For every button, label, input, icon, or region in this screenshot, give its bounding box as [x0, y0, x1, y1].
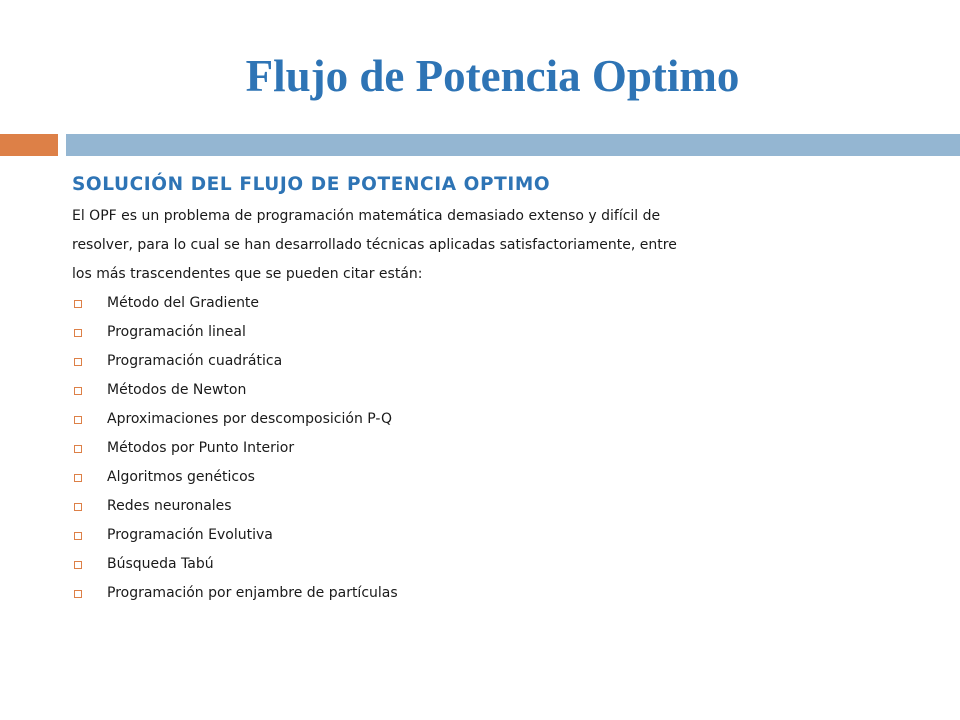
list-item-label: Aproximaciones por descomposición P-Q: [107, 411, 393, 427]
list-item: [72, 347, 932, 376]
intro-paragraph: [72, 202, 932, 289]
accent-bar-right: [66, 134, 960, 156]
list-item-label: Programación lineal: [107, 324, 246, 340]
square-bullet-icon: [74, 329, 82, 337]
square-bullet-icon: [74, 590, 82, 598]
square-bullet-icon: [74, 300, 82, 308]
list-item-label: Programación Evolutiva: [107, 527, 273, 543]
slide-title: Flujo de Potencia Optimo: [245, 51, 740, 101]
list-item-label: Métodos de Newton: [107, 382, 247, 398]
square-bullet-icon: [74, 416, 82, 424]
list-item: [72, 376, 932, 405]
square-bullet-icon: [74, 445, 82, 453]
methods-list: [72, 289, 932, 608]
square-bullet-icon: [74, 561, 82, 569]
list-item: [72, 405, 932, 434]
list-item-label: Programación cuadrática: [107, 353, 283, 369]
list-item: [72, 550, 932, 579]
square-bullet-icon: [74, 474, 82, 482]
intro-line: los más trascendentes que se pueden citar están:: [72, 266, 423, 282]
list-item: [72, 289, 932, 318]
list-item-label: Redes neuronales: [107, 498, 232, 514]
list-item-label: Método del Gradiente: [107, 295, 260, 311]
square-bullet-icon: [74, 387, 82, 395]
slide-content: [72, 172, 932, 608]
list-item-label: Métodos por Punto Interior: [107, 440, 295, 456]
list-item-label: Programación por enjambre de partículas: [107, 585, 398, 601]
list-item: [72, 434, 932, 463]
list-item: [72, 463, 932, 492]
list-item: [72, 521, 932, 550]
list-item: [72, 492, 932, 521]
section-heading: SOLUCIÓN DEL FLUJO DE POTENCIA OPTIMO: [72, 174, 551, 195]
square-bullet-icon: [74, 358, 82, 366]
square-bullet-icon: [74, 503, 82, 511]
square-bullet-icon: [74, 532, 82, 540]
list-item-label: Búsqueda Tabú: [107, 556, 214, 572]
accent-bar-left: [0, 134, 58, 156]
list-item-label: Algoritmos genéticos: [107, 469, 255, 485]
intro-line: resolver, para lo cual se han desarrollado técnicas aplicadas satisfactoriamente, entre: [72, 237, 677, 253]
list-item: [72, 579, 932, 608]
list-item: [72, 318, 932, 347]
intro-line: El OPF es un problema de programación matemática demasiado extenso y difícil de: [72, 208, 661, 224]
